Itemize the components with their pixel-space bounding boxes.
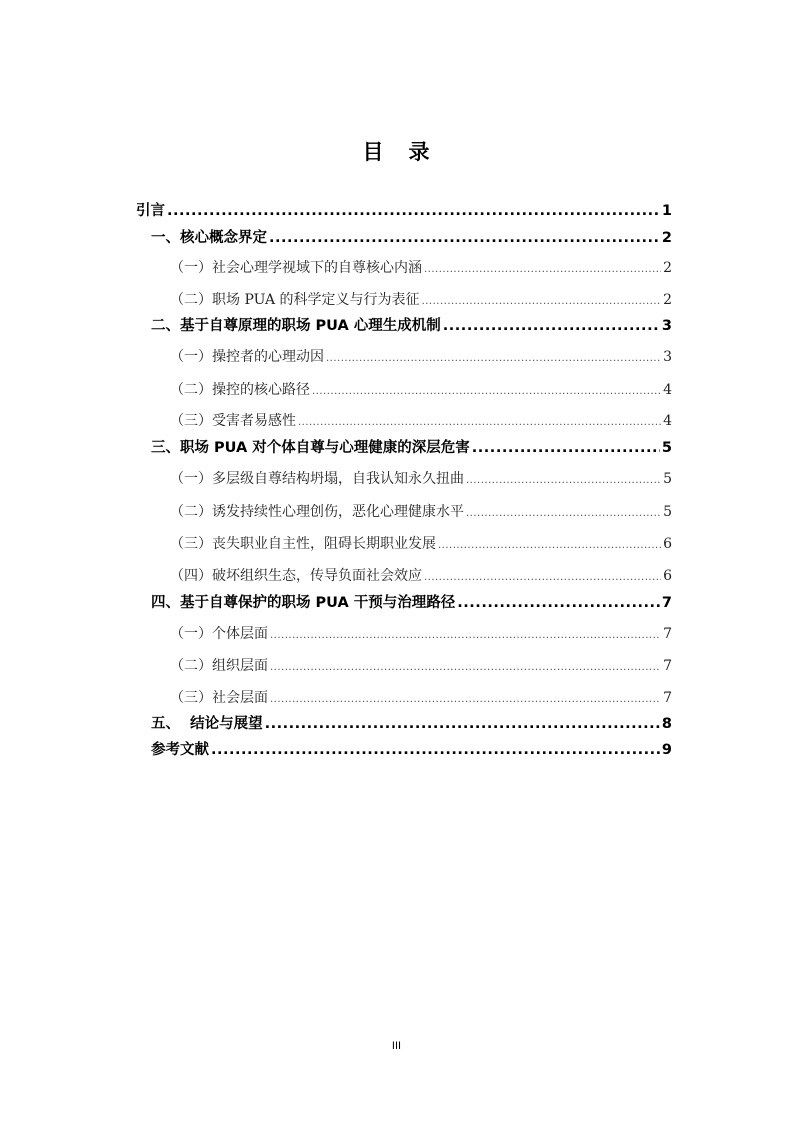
toc-leader-dots (443, 318, 660, 334)
toc-leader-dots (265, 716, 660, 732)
toc-entry-title: （二）操控的核心路径 (170, 382, 310, 398)
toc-leader-dots (211, 742, 660, 758)
toc-entry-section-4-3[interactable] (170, 687, 672, 707)
toc-page-number: 2 (663, 292, 672, 308)
toc-leader-dots (424, 572, 661, 583)
toc-entry-title: （二）职场 PUA 的科学定义与行为表征 (170, 292, 420, 308)
toc-entry-section-4-1[interactable] (170, 623, 672, 643)
toc-entry-title: 参考文献 (151, 742, 209, 758)
toc-leader-dots (424, 264, 661, 275)
toc-entry-section-3-3[interactable] (170, 533, 672, 553)
title-char-1: 目 (362, 140, 385, 164)
toc-entry-section-1-1[interactable] (170, 257, 672, 277)
toc-page-number: 5 (663, 471, 672, 487)
toc-entry-title: （一）社会心理学视域下的自尊核心内涵 (170, 260, 422, 276)
toc-page-number: 6 (663, 568, 672, 584)
toc-page-number: 9 (661, 742, 672, 758)
toc-page-number: 2 (663, 260, 672, 276)
toc-leader-dots (466, 508, 661, 519)
toc-entry-title: 四、基于自尊保护的职场 PUA 干预与治理路径 (151, 595, 456, 611)
toc-entry-title: （三）受害者易感性 (170, 413, 296, 429)
toc-entry-title: （一）操控者的心理动因 (170, 349, 324, 365)
toc-leader-dots (167, 203, 660, 219)
toc-entry-title: （二）诱发持续性心理创伤，恶化心理健康水平 (170, 504, 464, 520)
toc-entry-title: （四）破坏组织生态，传导负面社会效应 (170, 568, 422, 584)
toc-leader-dots (270, 630, 661, 641)
toc-leader-dots (422, 296, 662, 307)
toc-page-number: 5 (661, 440, 672, 456)
toc-entry-title: （一）个体层面 (170, 626, 268, 642)
toc-page-number: 5 (663, 504, 672, 520)
toc-leader-dots (270, 694, 661, 705)
toc-entry-section-1-2[interactable] (170, 289, 672, 309)
toc-page-number: 4 (663, 413, 672, 429)
toc-leader-dots (457, 595, 660, 611)
toc-entry-title: 引言 (136, 203, 165, 219)
title-char-2: 录 (408, 140, 431, 164)
toc-page-number: 6 (663, 536, 672, 552)
toc-entry-title: （二）组织层面 (170, 658, 268, 674)
toc-entry-section-3-2[interactable] (170, 501, 672, 521)
toc-page-number: 3 (663, 349, 672, 365)
toc-entry-section-2-3[interactable] (170, 410, 672, 430)
toc-entry-title: 五、 结论与展望 (151, 716, 263, 732)
toc-entry-section-5[interactable] (151, 712, 672, 733)
toc-entry-section-1[interactable] (151, 226, 672, 247)
toc-entry-section-2-2[interactable] (170, 379, 672, 399)
toc-page-number: 7 (661, 595, 672, 611)
toc-leader-dots (270, 662, 661, 673)
toc-page-number: 1 (661, 203, 672, 219)
toc-entry-section-4-2[interactable] (170, 655, 672, 675)
toc-page-number: 7 (663, 658, 672, 674)
toc-page-number: 3 (661, 318, 672, 334)
toc-entry-title: （一）多层级自尊结构坍塌，自我认知永久扭曲 (170, 471, 464, 487)
toc-leader-dots (269, 230, 660, 246)
toc-page-number: 8 (661, 716, 672, 732)
toc-entry-section-2-1[interactable] (170, 346, 672, 366)
toc-page-number: 2 (661, 230, 672, 246)
toc-page-number: 7 (663, 626, 672, 642)
toc-entry-section-4[interactable] (151, 591, 672, 612)
toc-entry-title: 三、职场 PUA 对个体自尊与心理健康的深层危害 (151, 440, 470, 456)
toc-entry-title: 二、基于自尊原理的职场 PUA 心理生成机制 (151, 318, 441, 334)
toc-leader-dots (312, 386, 661, 397)
toc-entry-references[interactable] (151, 738, 672, 759)
toc-leader-dots (438, 540, 661, 551)
toc-page-number: 4 (663, 382, 672, 398)
toc-page-number: 7 (663, 690, 672, 706)
toc-leader-dots (326, 353, 661, 364)
toc-leader-dots (472, 440, 660, 456)
toc-entry-title: 一、核心概念界定 (151, 230, 267, 246)
toc-leader-dots (298, 417, 661, 428)
toc-entry-section-2[interactable] (151, 314, 672, 335)
toc-entry-title: （三）丧失职业自主性，阻碍长期职业发展 (170, 536, 436, 552)
toc-entry-intro[interactable] (136, 199, 672, 220)
page-number-footer: III (391, 1040, 402, 1052)
toc-entry-section-3[interactable] (151, 436, 672, 457)
toc-entry-section-3-1[interactable] (170, 468, 672, 488)
toc-entry-title: （三）社会层面 (170, 690, 268, 706)
toc-leader-dots (466, 475, 661, 486)
toc-entry-section-3-4[interactable] (170, 565, 672, 585)
